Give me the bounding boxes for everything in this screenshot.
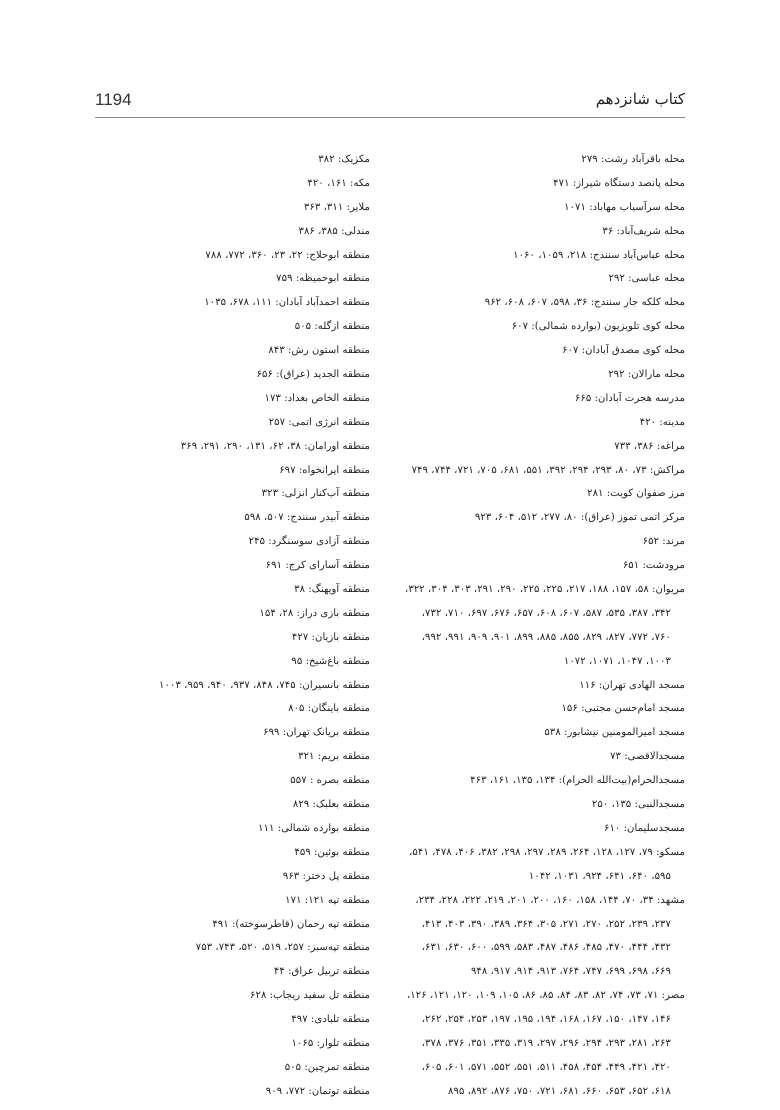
index-entry: منطقه بازیان: ۴۲۷ [291,631,370,643]
index-entry: مسجدالاقصی: ۷۳ [610,751,685,763]
index-entry: منطقه بصره : ۵۵۷ [290,775,370,787]
index-entry: منطقه تمرچین: ۵۰۵ [284,1061,370,1073]
index-entry: مدرسه هجرت آبادان: ۶۶۵ [574,392,685,404]
index-entry: منطقه ایرانخواه: ۶۹۷ [279,464,370,476]
index-column-left [90,152,370,1108]
index-entry: مکزیک: ۳۸۲ [318,154,370,165]
index-entry: منطقه آسارای کرج: ۶۹۱ [265,560,370,572]
index-entry: منطقه تپه رحمان (قاطرسوخته): ۴۹۱ [212,918,370,930]
index-entry: منطقه بعلبک: ۸۲۹ [292,799,370,811]
index-entry: منطقه باینگان: ۸۰۵ [288,703,370,715]
index-entry: ملایر: ۳۱۱، ۳۶۳ [303,201,370,213]
index-entry: منطقه احمدآباد آبادان: ۱۱۱، ۶۷۸، ۱۰۳۵ [204,297,370,309]
index-entry: مسجدالنبی: ۱۳۵، ۲۵۰ [591,799,685,811]
index-entry: منطقه استون رش: ۸۴۳ [268,345,370,357]
index-entry: منطقه توتمان: ۷۷۲، ۹۰۹ [265,1085,370,1097]
index-entry: منطقه تپه ۱۲۱: ۱۷۱ [285,894,370,906]
index-entry: ۶۱۸، ۶۵۲، ۶۵۳، ۶۶۰، ۶۸۱، ۷۲۱، ۷۵۰، ۸۷۶، ۸۹۲، ۸۹۵ [448,1085,671,1097]
index-entry: ۲۳۷، ۲۳۹، ۲۵۲، ۲۷۰، ۲۷۱، ۳۰۵، ۳۶۴، ۳۸۹، ۳۹۰، ۴۰۳، ۴۱۳، [421,918,671,930]
index-entry: منطقه الخاص بغداد: ۱۷۳ [264,392,370,404]
index-entry: مسجدسلیمان: ۶۱۰ [603,822,685,834]
index-entry: محله پانصد دستگاه شیراز: ۴۷۱ [553,177,685,189]
index-entry: منطقه بازی دراز: ۲۸، ۱۵۴ [259,607,370,619]
index-entry: مندلی: ۳۸۵، ۳۸۶ [298,225,370,237]
index-entry: محله کوی مصدق آبادان: ۶۰۷ [562,345,685,357]
index-entry: محله عباسی: ۲۹۲ [608,273,685,285]
index-entry: مرودشت: ۶۵۱ [622,560,685,572]
index-entry: ۲۶۳، ۲۸۱، ۲۹۳، ۲۹۴، ۲۹۶، ۲۹۷، ۳۱۹، ۳۳۵، ۳۵۱، ۳۷۶، ۳۷۸، [421,1037,671,1049]
index-entry: ۳۴۲، ۳۸۷، ۵۳۵، ۵۸۷، ۶۰۷، ۶۰۸، ۶۵۷، ۶۷۶، ۶۹۷، ۷۱۰، ۷۳۲، [421,607,671,619]
index-entry: محله شریف‌آباد: ۳۶ [602,225,685,237]
index-entry: مراکش: ۷۳، ۸۰، ۲۹۳، ۲۹۴، ۳۹۲، ۵۵۱، ۶۸۱، ۷۰۵، ۷۲۱، ۷۴۴، ۷۴۹ [411,464,685,476]
index-entry: منطقه اورامان: ۳۸، ۶۲، ۱۳۱، ۲۹۰، ۲۹۱، ۳۶۹ [180,440,370,452]
header-divider [95,117,685,118]
index-entry: منطقه آویهنگ: ۳۸ [294,584,370,596]
index-entry: مسجدالحرام(بیت‌الله الحرام): ۱۳۴، ۱۳۵، ۱۶۱، ۴۶۳ [470,775,685,787]
index-entry: منطقه تلوار: ۱۰۶۵ [291,1037,370,1049]
index-entry: منطقه آب‌کنار انزلی: ۳۲۳ [261,488,370,500]
index-entry: منطقه بوارده شمالی: ۱۱۱ [258,822,370,834]
index-column-right [325,152,685,1108]
page-header [95,88,685,118]
index-entry: منطقه آزادی سوسنگرد: ۲۴۵ [248,536,370,548]
index-entry: مکه: ۱۶۱، ۴۲۰ [307,177,370,189]
index-entry: مشهد: ۳۴، ۷۰، ۱۴۴، ۱۵۸، ۱۶۰، ۲۰۰، ۲۰۱، ۲۱۹، ۲۲۲، ۲۲۸، ۲۳۴، [415,894,685,906]
index-entry: محله کوی تلویزیون (بوارده شمالی): ۶۰۷ [511,321,685,333]
index-entry: منطقه بوئین: ۴۵۹ [294,846,370,858]
index-entry: محله عباس‌آباد سنندج: ۲۱۸، ۱۰۵۹، ۱۰۶۰ [513,249,685,261]
index-entry: مسکو: ۷۹، ۱۲۷، ۱۲۸، ۲۶۴، ۲۸۹، ۲۹۷، ۲۹۸، ۳۸۲، ۴۰۶، ۴۷۸، ۵۴۱، [409,846,685,858]
index-entry: مرکز اتمی تموز (عراق): ۸۰، ۲۷۷، ۵۱۲، ۶۰۴، ۹۲۳ [474,512,685,524]
index-entry: منطقه بریانک تهران: ۶۹۹ [263,727,370,739]
index-entry: محله سرآسیاب مهاباد: ۱۰۷۱ [564,201,685,213]
book-title: کتاب شانزدهم [595,90,685,108]
index-entry: منطقه باغ‌شیخ: ۹۵ [291,655,370,667]
index-entry: منطقه انرژی اتمی: ۲۵۷ [268,416,370,428]
index-entry: منطقه بانسیران: ۷۴۵، ۸۴۸، ۹۳۷، ۹۴۰، ۹۵۹، ۱۰۰۳ [159,679,370,691]
index-entry: مسجد الهادی تهران: ۱۱۶ [579,679,685,691]
index-entry: ۴۳۲، ۴۴۴، ۴۷۰، ۴۸۵، ۴۸۶، ۴۸۷، ۵۸۳، ۵۹۹، ۶۰۰، ۶۳۰، ۶۳۱، [421,942,671,954]
index-entry: منطقه ابوحلاج: ۲۲، ۲۳، ۳۶۰، ۷۷۲، ۷۸۸ [205,249,370,261]
index-entry: منطقه ابوحمیظه: ۷۵۹ [276,273,370,285]
index-entry: محله مارالان: ۲۹۲ [608,369,685,381]
index-entry: منطقه ازگله: ۵۰۵ [294,321,370,333]
index-entry: مریوان: ۵۸، ۱۵۷، ۱۸۸، ۲۱۷، ۲۲۵، ۲۲۵، ۲۹۰، ۲۹۱، ۳۰۳، ۳۰۴، ۳۲۲، [405,584,685,596]
index-entry: ۱۴۶، ۱۴۷، ۱۵۰، ۱۶۷، ۱۶۸، ۱۹۴، ۱۹۵، ۱۹۷، ۲۵۳، ۲۵۴، ۲۶۲، [421,1014,671,1026]
index-entry: ۴۲۰، ۴۲۱، ۴۴۹، ۴۵۴، ۴۵۸، ۵۱۱، ۵۵۱، ۵۵۲، ۵۷۱، ۶۰۱، ۶۰۵، [421,1061,671,1073]
index-entry: مسجد امیرالمومنین نیشابور: ۵۳۸ [544,727,685,739]
index-entry: مسجد امام‌حسن مجتبی: ۱۵۶ [561,703,685,715]
index-entry: مدینه: ۴۲۰ [639,416,685,428]
index-entry: منطقه تلبادی: ۴۹۷ [291,1014,370,1026]
index-entry: محله باقرآباد رشت: ۲۷۹ [581,154,685,165]
index-entry: ۵۹۵، ۶۴۰، ۶۴۱، ۹۲۴، ۱۰۳۱، ۱۰۴۲ [528,870,671,882]
index-entry: منطقه پل دختر: ۹۶۳ [282,870,370,882]
index-entry: منطقه بریم: ۳۲۱ [298,751,370,763]
index-entry: مرز صفوان کویت: ۲۸۱ [587,488,685,500]
page-number: 1194 [95,90,132,109]
index-entry: مراغه: ۳۸۶، ۷۳۳ [614,440,685,452]
index-entry: منطقه تربیل عراق: ۴۴ [273,966,370,978]
index-entry: ۶۶۹، ۶۹۸، ۶۹۹، ۷۴۷، ۷۶۴، ۹۱۳، ۹۱۴، ۹۱۷، ۹۴۸ [470,966,671,978]
index-entry: منطقه تل سفید ریجاب: ۶۲۸ [250,990,370,1002]
index-entry: مرند: ۶۵۲ [642,536,685,548]
index-entry: منطقه تپه‌سبز: ۲۵۷، ۵۱۹، ۵۲۰، ۷۴۳، ۷۵۳ [195,942,370,954]
index-entry: منطقه آبیدر سنندج: ۵۰۷، ۵۹۸ [244,512,370,524]
index-entry: ۷۶۰، ۷۷۲، ۸۲۷، ۸۲۹، ۸۵۵، ۸۸۵، ۸۹۹، ۹۰۱، ۹۰۹، ۹۹۱، ۹۹۲، [421,631,671,643]
index-entry: ۱۰۰۳، ۱۰۴۷، ۱۰۷۱، ۱۰۷۲ [563,655,671,667]
index-entry: محله کلکه جار سنندج: ۳۶، ۵۹۸، ۶۰۷، ۶۰۸، ۹۶۲ [484,297,685,309]
index-entry: منطقه الجدید (عراق): ۶۵۶ [256,369,370,381]
index-entry: مصر: ۷۱، ۷۳، ۷۴، ۸۲، ۸۳، ۸۴، ۸۵، ۸۶، ۱۰۵، ۱۰۹، ۱۲۰، ۱۲۱، ۱۲۶، [407,990,685,1002]
